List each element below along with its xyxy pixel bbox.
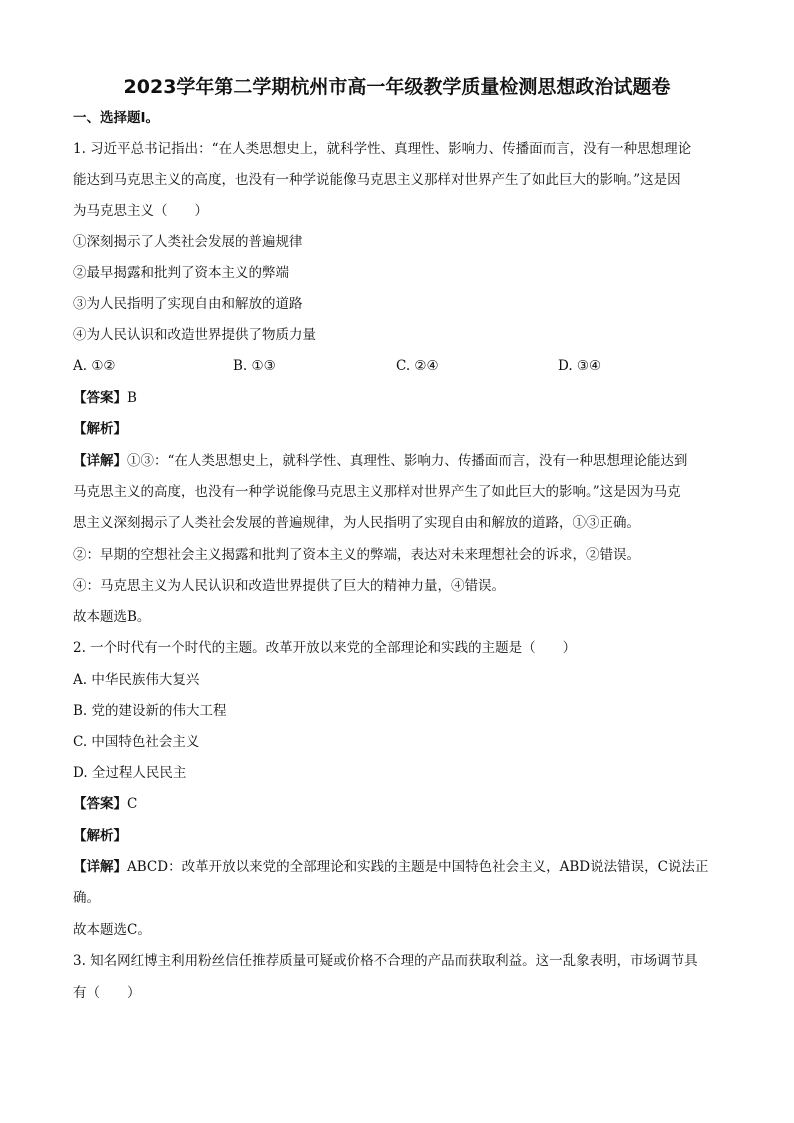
q1-detail-line: 【详解】①③：“在人类思想史上，就科学性、真理性、影响力、传播面而言，没有一种思想理论能达到 bbox=[73, 453, 688, 469]
page-title: 2023学年第二学期杭州市高一年级教学质量检测思想政治试题卷 bbox=[123, 76, 671, 98]
q1-analysis-label: 【解析】 bbox=[73, 421, 127, 437]
section-heading: 一、选择题Ⅰ。 bbox=[73, 110, 160, 126]
q1-stem-line: 1. 习近平总书记指出：“在人类思想史上，就科学性、真理性、影响力、传播面而言，没有一种思想理论 bbox=[73, 141, 692, 157]
detail-label: 【详解】 bbox=[73, 859, 127, 875]
q1-statement: ④为人民认识和改造世界提供了物质力量 bbox=[73, 327, 316, 343]
q1-detail-line: ④：马克思主义为人民认识和改造世界提供了巨大的精神力量，④错误。 bbox=[73, 578, 505, 594]
q1-option-d: D. ③④ bbox=[558, 358, 602, 374]
q1-stem-line: 能达到马克思主义的高度，也没有一种学说能像马克思主义那样对世界产生了如此巨大的影响。”这是因 bbox=[73, 172, 681, 188]
q2-stem: 2. 一个时代有一个时代的主题。改革开放以来党的全部理论和实践的主题是（ ） bbox=[73, 640, 577, 656]
answer-value: B bbox=[127, 390, 137, 406]
detail-label: 【详解】 bbox=[73, 453, 127, 469]
q1-stem-line: 为马克思主义（ ） bbox=[73, 203, 208, 219]
q1-option-b: B. ①③ bbox=[233, 358, 276, 374]
q2-option-c: C. 中国特色社会主义 bbox=[73, 734, 200, 750]
q1-statement: ②最早揭露和批判了资本主义的弊端 bbox=[73, 265, 289, 281]
q2-analysis-label: 【解析】 bbox=[73, 828, 127, 844]
q2-option-a: A. 中华民族伟大复兴 bbox=[73, 672, 200, 688]
q1-statement: ①深刻揭示了人类社会发展的普遍规律 bbox=[73, 234, 303, 250]
q1-detail-line: ②：早期的空想社会主义揭露和批判了资本主义的弊端，表达对未来理想社会的诉求，②错误。 bbox=[73, 547, 640, 563]
q1-statement: ③为人民指明了实现自由和解放的道路 bbox=[73, 296, 303, 312]
q2-answer bbox=[73, 794, 733, 814]
q2-option-b: B. 党的建设新的伟大工程 bbox=[73, 703, 227, 719]
q1-option-a: A. ①② bbox=[73, 358, 116, 374]
answer-value: C bbox=[127, 796, 138, 812]
q1-answer bbox=[73, 388, 733, 408]
q1-detail-line: 故本题选B。 bbox=[73, 609, 151, 625]
q2-detail-line: 【详解】ABCD：改革开放以来党的全部理论和实践的主题是中国特色社会主义，ABD说法错误，C说法正 bbox=[73, 859, 709, 875]
q3-stem-line: 3. 知名网红博主利用粉丝信任推荐质量可疑或价格不合理的产品而获取利益。这一乱象表明，市场调节具 bbox=[73, 953, 698, 969]
q2-option-d: D. 全过程人民民主 bbox=[73, 765, 187, 781]
answer-label: 【答案】 bbox=[73, 390, 127, 406]
q1-detail-line: 思主义深刻揭示了人类社会发展的普遍规律，为人民指明了实现自由和解放的道路，①③正确。 bbox=[73, 515, 640, 531]
q2-detail-line: 确。 bbox=[73, 890, 100, 906]
q1-detail-line: 马克思主义的高度，也没有一种学说能像马克思主义那样对世界产生了如此巨大的影响。”这是因为马克 bbox=[73, 484, 681, 500]
q3-stem-line: 有（ ） bbox=[73, 985, 141, 1001]
q2-detail-line: 故本题选C。 bbox=[73, 922, 151, 938]
answer-label: 【答案】 bbox=[73, 796, 127, 812]
q1-option-c: C. ②④ bbox=[396, 358, 439, 374]
